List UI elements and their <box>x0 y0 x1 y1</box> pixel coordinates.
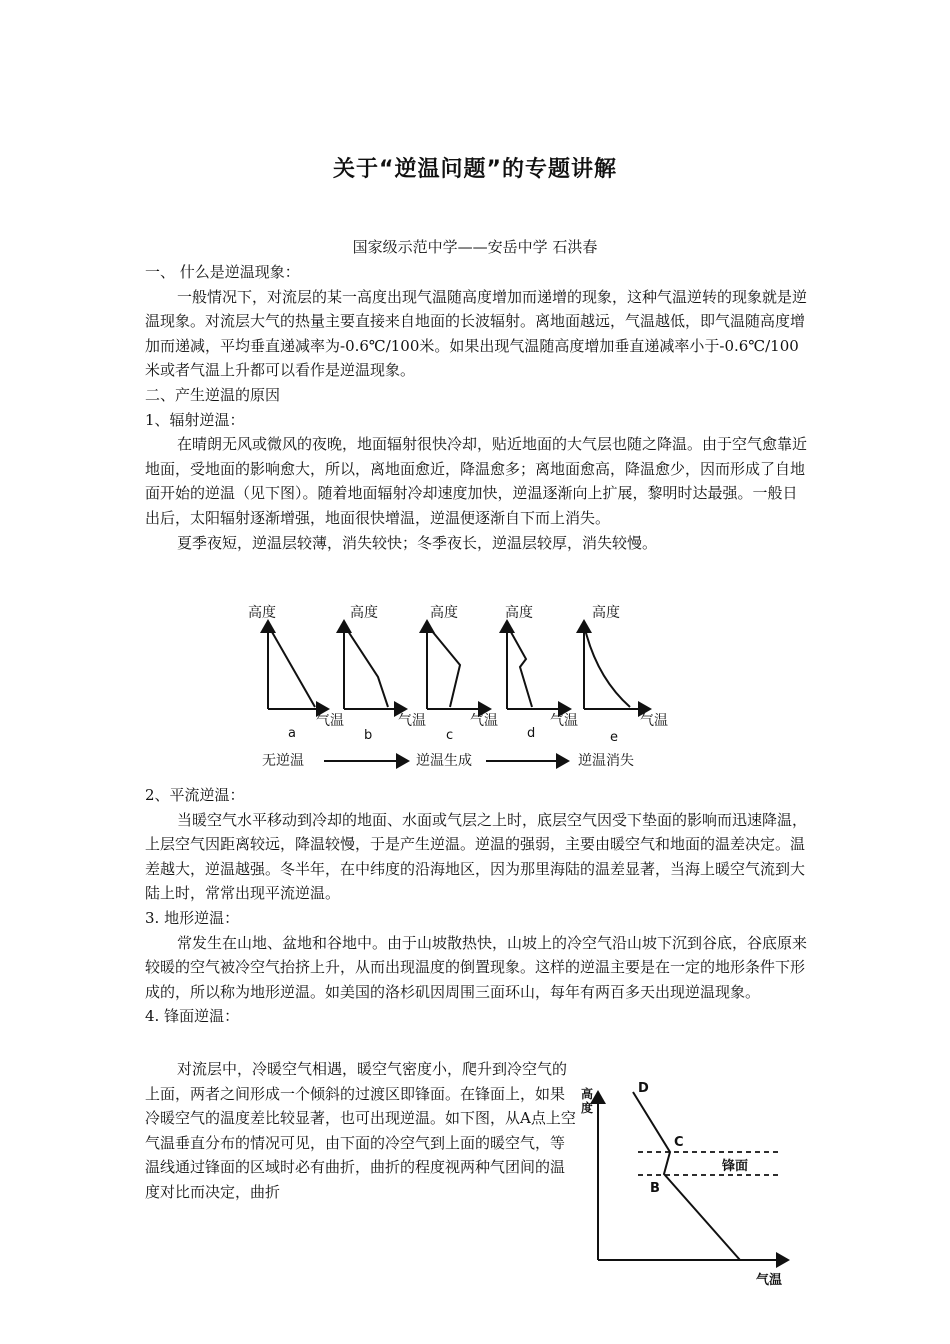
author-line: 国家级示范中学——安岳中学 石洪春 <box>352 238 598 256</box>
panel-b-curve <box>344 625 388 707</box>
stage-none-label: 无逆温 <box>262 753 304 769</box>
document-title: 关于“逆温问题”的专题讲解 <box>333 157 617 182</box>
panel-b-y-label: 高度 <box>350 605 378 621</box>
fig2-temperature-curve <box>633 1092 740 1260</box>
section-2-3-paragraph: 常发生在山地、盆地和谷地中。由于山坡散热快，山坡上的冷空气沿山坡下沉到谷底，谷底原来较暖的空气被冷空气抬挤上升，从而出现温度的倒置现象。这样的逆温主要是在一定的地形条件下形成的，所以称为地形逆温。如美国的洛杉矶因周围三面环山，每年有两百多天出现逆温现象。 <box>145 933 808 1001</box>
panel-a-curve <box>268 625 315 707</box>
panel-a-tag: a <box>288 726 296 741</box>
panel-d-curve <box>507 625 532 707</box>
fig2-point-d: D <box>638 1081 649 1096</box>
fig2-point-c: C <box>674 1135 684 1150</box>
section-2-1-paragraph-1: 在晴朗无风或微风的夜晚，地面辐射很快冷却，贴近地面的大气层也随之降温。由于空气愈靠近地面，受地面的影响愈大，所以，离地面愈近，降温愈多；离地面愈高，降温愈少，因而形成了自地面开始的逆温（见下图）。随着地面辐射冷却速度加快，逆温逐渐向上扩展，黎明时达最强。一般日出后，太阳辐射逐渐增强，地面很快增温，逆温便逐渐自下而上消失。 <box>145 435 808 527</box>
frontal-inversion-figure <box>578 1074 798 1294</box>
panel-c-curve <box>427 625 460 707</box>
panel-e-y-label: 高度 <box>592 605 620 621</box>
section-2-rest <box>145 783 810 1029</box>
section-1-heading: 一、 什么是逆温现象： <box>145 263 300 281</box>
panel-d-x-label: 气温 <box>550 713 578 729</box>
section-2-3-heading: 3. 地形逆温： <box>145 908 240 927</box>
panel-e-tag: e <box>610 730 618 745</box>
panel-c-tag: c <box>446 728 454 743</box>
panel-e-curve <box>584 625 630 707</box>
panel-d-y-label: 高度 <box>505 605 533 621</box>
radiation-inversion-figure <box>240 597 710 775</box>
section-2-heading: 二、产生逆温的原因 <box>145 385 281 404</box>
fig2-point-b: B <box>650 1181 660 1196</box>
panel-c-x-label: 气温 <box>470 713 498 729</box>
fig2-x-label: 气温 <box>756 1273 783 1288</box>
section-2-2-paragraph: 当暖空气水平移动到冷却的地面、水面或气层之上时，底层空气因受下垫面的影响而迅速降温，上层空气因距离较远，降温较慢，于是产生逆温。逆温的强弱，主要由暖空气和地面的温差决定。温差越大，逆温越强。冬半年，在中纬度的沿海地区，因为那里海陆的温差显著，当海上暖空气流到大陆上时，常常出现平流逆温。 <box>145 810 808 903</box>
fig2-y-label-1: 高 <box>581 1087 594 1101</box>
panel-a-y-label: 高度 <box>248 605 276 621</box>
panel-c-y-label: 高度 <box>430 605 458 621</box>
fig2-y-label-2: 度 <box>581 1101 594 1115</box>
panel-d-tag: d <box>527 726 536 741</box>
stage-form-label: 逆温生成 <box>416 753 472 769</box>
section-2-4-paragraph: 对流层中，冷暖空气相遇，暖空气密度小，爬升到冷空气的上面，两者之间形成一个倾斜的过渡区即锋面。在锋面上，如果冷暖空气的温度差比较显著，也可出现逆温。如下图，从A点上空气温垂直分布的情况可见，由下面的冷空气到上面的暖空气，等温线通过锋面的区域时必有曲折，曲折的程度视两种气团间的温度对比而决定，曲折 <box>145 1060 576 1201</box>
section-2-1-paragraph-2: 夏季夜短，逆温层较薄，消失较快；冬季夜长，逆温层较厚，消失较慢。 <box>177 533 658 552</box>
stage-vanish-label: 逆温消失 <box>578 753 634 769</box>
section-1-paragraph: 一般情况下，对流层的某一高度出现气温随高度增加而递增的现象，这种气温逆转的现象就是逆温现象。对流层大气的热量主要直接来自地面的长波辐射。离地面越远，气温越低，即气温随高度增加而递减，平均垂直递减率为-0.6℃/100米。如果出现气温随高度增加垂直递减率小于-0.6℃/100米或者气温上升都可以看作是逆温现象。 <box>145 287 808 380</box>
section-2-4-body <box>145 1057 577 1205</box>
panel-b-x-label: 气温 <box>398 713 426 729</box>
section-1 <box>145 260 810 555</box>
panel-b-tag: b <box>364 728 373 743</box>
section-2-4-heading: 4. 锋面逆温： <box>145 1007 240 1026</box>
section-2-1-heading: 1、辐射逆温： <box>145 410 245 429</box>
fig2-front-label: 锋面 <box>722 1159 749 1174</box>
panel-e-x-label: 气温 <box>640 713 668 729</box>
section-2-2-heading: 2、平流逆温： <box>145 786 245 804</box>
panel-a-x-label: 气温 <box>316 713 344 729</box>
